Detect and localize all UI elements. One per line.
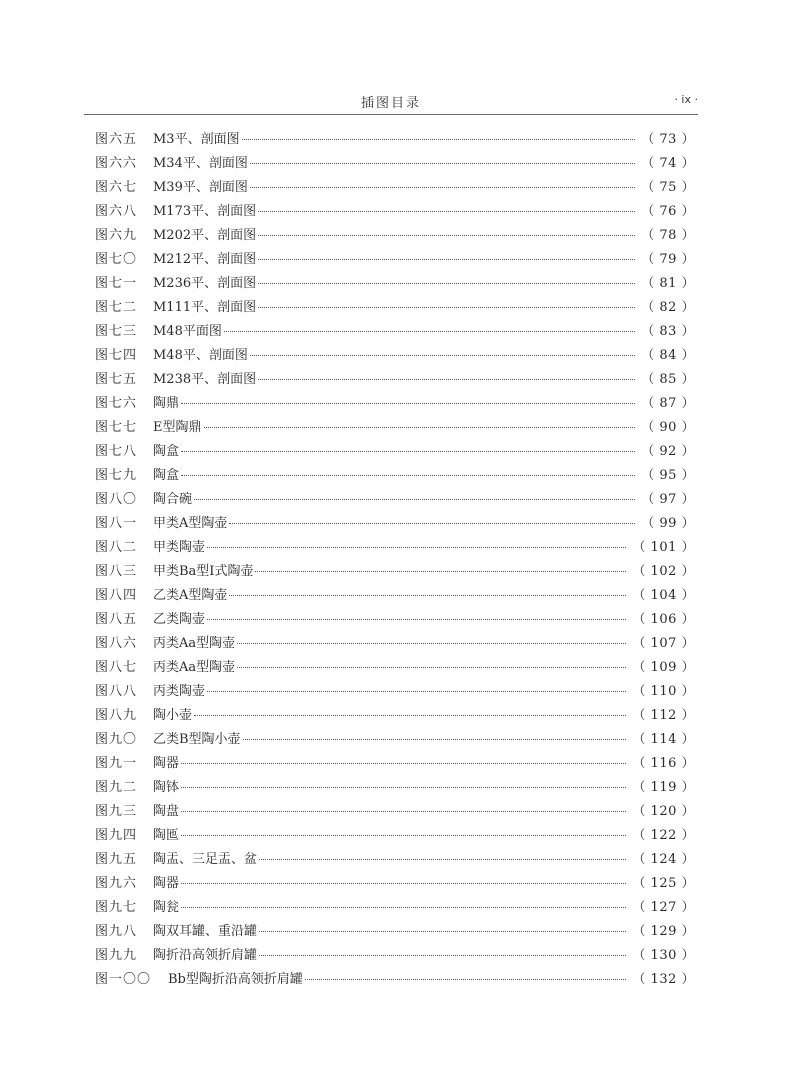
dot-leader [258, 378, 635, 380]
toc-entry [95, 440, 695, 464]
figure-number: 图七七 [95, 420, 138, 435]
figure-number: 图八九 [95, 708, 138, 723]
figure-title: 丙类Aa型陶壶 [153, 660, 236, 675]
toc-entry [95, 872, 695, 896]
page-number: （ 114 ） [632, 732, 695, 747]
figure-title: 陶匜 [153, 828, 180, 843]
figure-title: M236平、剖面图 [153, 276, 257, 291]
dot-leader [258, 306, 635, 308]
figure-title: 陶瓮 [153, 900, 180, 915]
page-number: （ 106 ） [632, 612, 695, 627]
page-number: （ 127 ） [632, 900, 695, 915]
toc-entry [95, 728, 695, 752]
figure-number: 图八四 [95, 588, 138, 603]
figure-title: M212平、剖面图 [153, 252, 257, 267]
figure-title: Bb型陶折沿高领折肩罐 [168, 972, 303, 987]
figure-title: 乙类A型陶壶 [153, 588, 228, 603]
toc-entry [95, 248, 695, 272]
figure-number: 图八六 [95, 636, 138, 651]
figure-title: 甲类陶壶 [153, 540, 206, 555]
page-number: （ 84 ） [641, 348, 695, 363]
figure-number: 图七九 [95, 468, 138, 483]
figure-title: 陶器 [153, 876, 180, 891]
toc-entry [95, 200, 695, 224]
page-number: （ 107 ） [632, 636, 695, 651]
page-number: （ 74 ） [641, 156, 695, 171]
toc-entry [95, 824, 695, 848]
toc-entry [95, 776, 695, 800]
page-number: （ 120 ） [632, 804, 695, 819]
dot-leader [255, 570, 626, 572]
dot-leader [259, 930, 626, 932]
page-number: （ 99 ） [641, 516, 695, 531]
dot-leader [237, 666, 626, 668]
page-number: （ 75 ） [641, 180, 695, 195]
figure-title: 陶盘 [153, 804, 180, 819]
page-number: （ 109 ） [632, 660, 695, 675]
toc-entry [95, 224, 695, 248]
dot-leader [204, 426, 636, 428]
page-number: （ 79 ） [641, 252, 695, 267]
dot-leader [229, 522, 635, 524]
toc-entry [95, 968, 695, 992]
toc-entry [95, 944, 695, 968]
toc-entry [95, 608, 695, 632]
dot-leader [229, 594, 626, 596]
dot-leader [250, 186, 635, 188]
header-page-number: · ix · [674, 93, 698, 106]
toc-entry [95, 464, 695, 488]
figure-number: 图八五 [95, 612, 138, 627]
page-number: （ 85 ） [641, 372, 695, 387]
figure-number: 图八〇 [95, 492, 138, 507]
page-number: （ 125 ） [632, 876, 695, 891]
dot-leader [207, 690, 626, 692]
dot-leader [258, 234, 635, 236]
figure-number: 图六六 [95, 156, 138, 171]
figure-title: 陶合碗 [153, 492, 193, 507]
page-number: （ 116 ） [632, 756, 695, 771]
toc-entry [95, 800, 695, 824]
page-number: （ 102 ） [632, 564, 695, 579]
figure-title: M48平、剖面图 [153, 348, 248, 363]
figure-number: 图一〇〇 [95, 972, 152, 987]
figure-number: 图七三 [95, 324, 138, 339]
dot-leader [181, 810, 626, 812]
dot-leader [181, 834, 626, 836]
page-number: （ 101 ） [632, 540, 695, 555]
page-number: （ 78 ） [641, 228, 695, 243]
figure-number: 图九九 [95, 948, 138, 963]
dot-leader [250, 354, 635, 356]
page-number: （ 82 ） [641, 300, 695, 315]
toc-entry [95, 128, 695, 152]
figure-number: 图八八 [95, 684, 138, 699]
dot-leader [259, 954, 626, 956]
figure-number: 图七〇 [95, 252, 138, 267]
figure-number: 图九四 [95, 828, 138, 843]
page-number: （ 81 ） [641, 276, 695, 291]
figure-number: 图九七 [95, 900, 138, 915]
figure-title: 陶小壶 [153, 708, 193, 723]
toc-entry [95, 344, 695, 368]
toc-entry [95, 512, 695, 536]
figure-number: 图九三 [95, 804, 138, 819]
toc-entry [95, 176, 695, 200]
dot-leader [207, 618, 626, 620]
figure-number: 图九一 [95, 756, 138, 771]
toc-entry [95, 416, 695, 440]
dot-leader [181, 882, 626, 884]
toc-entry [95, 584, 695, 608]
figure-title: 陶盒 [153, 444, 180, 459]
toc-entry [95, 848, 695, 872]
toc-entry [95, 632, 695, 656]
page-number: （ 95 ） [641, 468, 695, 483]
figure-title: M173平、剖面图 [153, 204, 257, 219]
page-number: （ 83 ） [641, 324, 695, 339]
toc-entry [95, 368, 695, 392]
dot-leader [258, 210, 635, 212]
figure-title: M39平、剖面图 [153, 180, 248, 195]
figure-title: M238平、剖面图 [153, 372, 257, 387]
dot-leader [181, 762, 626, 764]
toc-entry [95, 920, 695, 944]
figure-title: 乙类陶壶 [153, 612, 206, 627]
page-number: （ 124 ） [632, 852, 695, 867]
figure-number: 图八三 [95, 564, 138, 579]
dot-leader [224, 330, 635, 332]
page-number: （ 112 ） [632, 708, 695, 723]
page-number: （ 110 ） [632, 684, 695, 699]
page-number: （ 104 ） [632, 588, 695, 603]
figure-title: 陶鼎 [153, 396, 180, 411]
figure-title: 陶折沿高领折肩罐 [153, 948, 258, 963]
figure-title: 丙类Aa型陶壶 [153, 636, 236, 651]
figure-number: 图七八 [95, 444, 138, 459]
figure-title: M111平、剖面图 [153, 300, 257, 315]
figure-number: 图八一 [95, 516, 138, 531]
figure-number: 图九〇 [95, 732, 138, 747]
figure-number: 图七四 [95, 348, 138, 363]
figure-title: 陶双耳罐、重沿罐 [153, 924, 258, 939]
figure-number: 图七二 [95, 300, 138, 315]
toc-entry [95, 272, 695, 296]
toc-entry [95, 704, 695, 728]
figure-number: 图六五 [95, 132, 138, 147]
figure-number: 图七六 [95, 396, 138, 411]
figure-number: 图九二 [95, 780, 138, 795]
toc-entry [95, 536, 695, 560]
figure-number: 图九六 [95, 876, 138, 891]
dot-leader [305, 978, 627, 980]
header-title: 插图目录 [360, 96, 421, 111]
figure-number: 图七五 [95, 372, 138, 387]
toc-entry [95, 656, 695, 680]
dot-leader [258, 258, 635, 260]
page-number: （ 132 ） [632, 972, 695, 987]
running-header [84, 88, 698, 115]
dot-leader [194, 714, 626, 716]
figure-title: 乙类B型陶小壶 [153, 732, 241, 747]
page-number: （ 130 ） [632, 948, 695, 963]
page-number: （ 92 ） [641, 444, 695, 459]
page-number: （ 119 ） [632, 780, 695, 795]
figure-title: M48平面图 [153, 324, 222, 339]
page-number: （ 73 ） [641, 132, 695, 147]
dot-leader [181, 786, 626, 788]
dot-leader [250, 162, 635, 164]
toc-entry [95, 320, 695, 344]
figure-title: E型陶鼎 [153, 420, 202, 435]
figure-list [95, 128, 695, 992]
figure-number: 图八二 [95, 540, 138, 555]
toc-entry [95, 152, 695, 176]
figure-number: 图七一 [95, 276, 138, 291]
dot-leader [243, 738, 627, 740]
toc-entry [95, 896, 695, 920]
figure-title: M3平、剖面图 [153, 132, 240, 147]
dot-leader [259, 858, 626, 860]
figure-number: 图六七 [95, 180, 138, 195]
figure-number: 图六八 [95, 204, 138, 219]
toc-entry [95, 680, 695, 704]
figure-number: 图八七 [95, 660, 138, 675]
figure-title: 甲类A型陶壶 [153, 516, 228, 531]
dot-leader [181, 402, 635, 404]
dot-leader [181, 906, 626, 908]
page-number: （ 122 ） [632, 828, 695, 843]
figure-number: 图六九 [95, 228, 138, 243]
figure-number: 图九五 [95, 852, 138, 867]
figure-title: M34平、剖面图 [153, 156, 248, 171]
dot-leader [181, 474, 635, 476]
dot-leader [194, 498, 635, 500]
page-number: （ 129 ） [632, 924, 695, 939]
figure-title: 陶器 [153, 756, 180, 771]
figure-title: 陶钵 [153, 780, 180, 795]
dot-leader [242, 138, 636, 140]
dot-leader [207, 546, 626, 548]
toc-entry [95, 560, 695, 584]
dot-leader [258, 282, 635, 284]
figure-title: 陶盂、三足盂、盆 [153, 852, 258, 867]
figure-title: 丙类陶壶 [153, 684, 206, 699]
figure-title: 陶盒 [153, 468, 180, 483]
page-number: （ 97 ） [641, 492, 695, 507]
dot-leader [181, 450, 635, 452]
figure-title: M202平、剖面图 [153, 228, 257, 243]
figure-number: 图九八 [95, 924, 138, 939]
toc-entry [95, 488, 695, 512]
figure-title: 甲类Ba型Ⅰ式陶壶 [153, 564, 254, 579]
toc-entry [95, 752, 695, 776]
page-number: （ 90 ） [641, 420, 695, 435]
toc-entry [95, 296, 695, 320]
toc-entry [95, 392, 695, 416]
dot-leader [237, 642, 626, 644]
page-number: （ 76 ） [641, 204, 695, 219]
page-number: （ 87 ） [641, 396, 695, 411]
